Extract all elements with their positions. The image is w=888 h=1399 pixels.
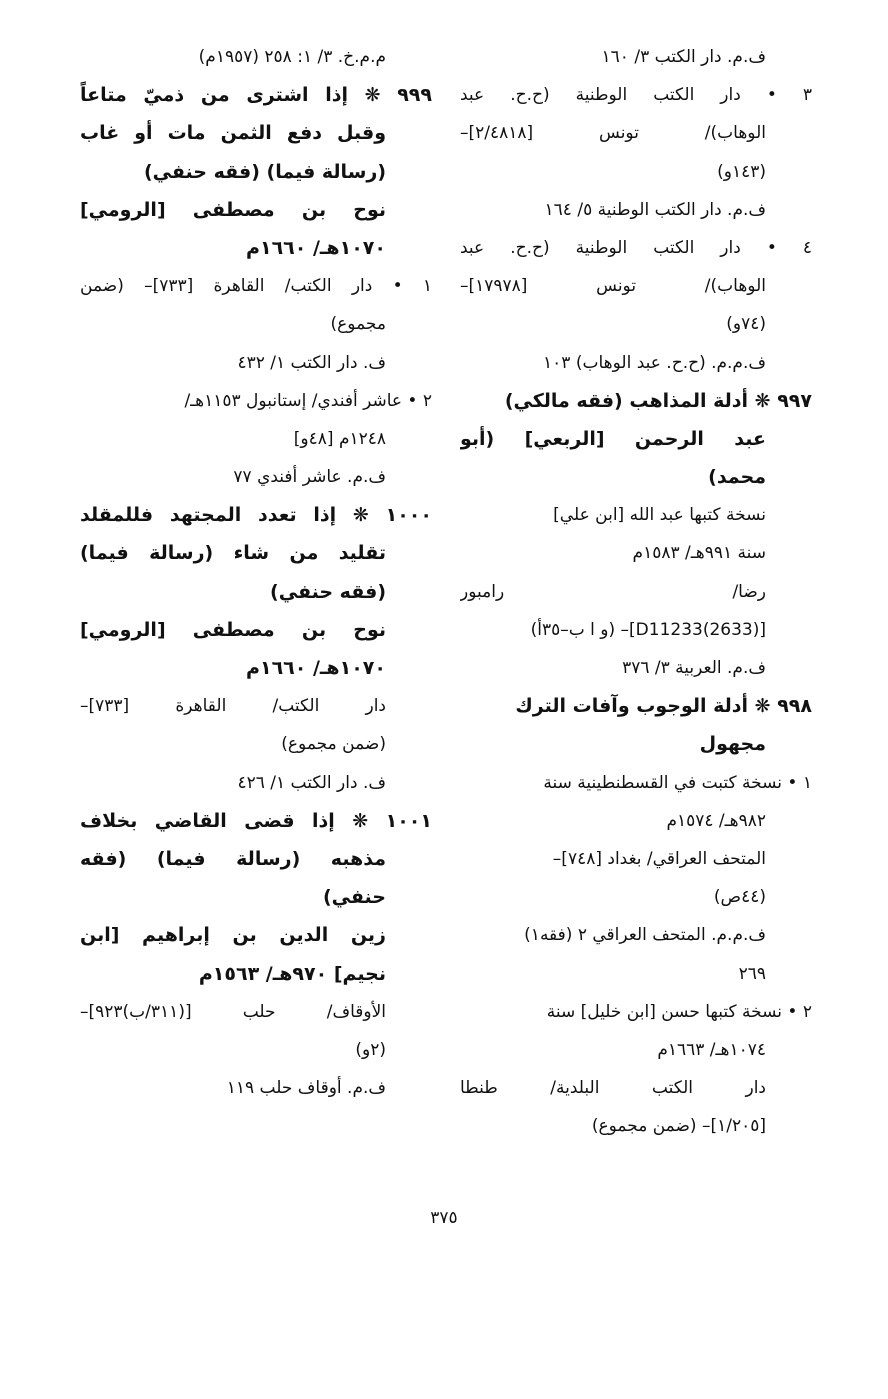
text-line: (٢و) — [355, 1039, 386, 1060]
text-line: ٩٨٢هـ/ ١٥٧٤م — [666, 810, 766, 831]
text-line: نوح بن مصطفى [الرومي] — [80, 618, 386, 641]
text-line: ف. دار الكتب ١/ ٤٣٢ — [237, 352, 386, 373]
page-number: ٣٧٥ — [430, 1208, 458, 1228]
text-line: ف.م.م. (ح.ح. عبد الوهاب) ١٠٣ — [543, 352, 766, 373]
text-line: نوح بن مصطفى [الرومي] — [80, 198, 386, 221]
left-column — [80, 38, 432, 1107]
text-line: ١٠٧٤هـ/ ١٦٦٣م — [657, 1039, 766, 1060]
text-line: ٤ • دار الكتب الوطنية (ح.ح. عبد — [460, 237, 812, 258]
text-line: سنة ٩٩١هـ/ ١٥٨٣م — [632, 543, 766, 564]
text-line: م.م.خ. ٣/ ١: ٢٥٨ (١٩٥٧م) — [198, 47, 386, 67]
text-line: نسخة كتبها عبد الله [ابن علي] — [553, 505, 766, 526]
text-line: (٧٤و) — [726, 314, 766, 335]
text-line: ١ • نسخة كتبت في القسطنطينية سنة — [543, 772, 812, 793]
text-line: محمد) — [708, 466, 766, 489]
text-line: ٣ • دار الكتب الوطنية (ح.ح. عبد — [460, 85, 812, 106]
text-line: ١٢٤٨م [٤٨و] — [293, 428, 386, 449]
text-line: الأوقاف/ حلب [(٣١١/ب)٩٢٣]– — [80, 1001, 386, 1022]
text-line: ف. دار الكتب ١/ ٤٢٦ — [237, 772, 386, 793]
text-line: ٩٩٧ ❋ أدلة المذاهب (فقه مالكي) — [504, 389, 812, 412]
text-line: ٩٩٩ ❋ إذا اشترى من ذميّ متاعاً — [80, 84, 432, 107]
text-line: دار الكتب البلدية/ طنطا — [460, 1078, 766, 1099]
text-line: مجهول — [699, 733, 766, 756]
text-line: نجيم] ٩٧٠هـ/ ١٥٦٣م — [198, 962, 386, 985]
text-line: مذهبه (رسالة فيما) (فقه — [80, 847, 386, 870]
text-line: ١ • دار الكتب/ القاهرة [٧٣٣]– (ضمن — [80, 276, 432, 297]
text-line: ٢٦٩ — [738, 963, 766, 984]
text-line: ١٠٧٠هـ/ ١٦٦٠م — [246, 236, 386, 259]
text-line: (١٤٣و) — [717, 161, 766, 182]
right-column — [460, 38, 812, 1145]
text-line: وقبل دفع الثمن مات أو غاب — [80, 122, 386, 145]
text-line: ف.م. عاشر أفندي ٧٧ — [233, 467, 386, 488]
text-line: ١٠٠٠ ❋ إذا تعدد المجتهد فللمقلد — [80, 504, 432, 527]
text-line: الوهاب)/ تونس [٢/٤٨١٨]– — [460, 123, 766, 144]
text-line: ف.م. دار الكتب الوطنية ٥/ ١٦٤ — [544, 199, 766, 220]
text-line: مجموع) — [330, 314, 386, 335]
text-line: (ضمن مجموع) — [281, 734, 386, 755]
text-line: ١٠٧٠هـ/ ١٦٦٠م — [246, 657, 386, 679]
text-line: حنفي) — [322, 886, 386, 909]
text-line: زين الدين بن إبراهيم [ابن — [80, 924, 386, 947]
text-line: الوهاب)/ تونس [١٧٩٧٨]– — [460, 276, 766, 297]
text-line: المتحف العراقي/ بغداد [٧٤٨]– — [552, 848, 766, 869]
text-line: ف.م. العربية ٣/ ٣٧٦ — [622, 658, 766, 678]
text-line: دار الكتب/ القاهرة [٧٣٣]– — [80, 696, 386, 717]
text-line: ف.م. دار الكتب ٣/ ١٦٠ — [601, 47, 766, 67]
text-line: عبد الرحمن [الربعي] (أبو — [460, 427, 766, 450]
text-line: ف.م. أوقاف حلب ١١٩ — [226, 1078, 386, 1099]
text-line: (٤٤ص) — [713, 887, 766, 908]
text-line: [١/٢٠٥]– (ضمن مجموع) — [591, 1116, 766, 1137]
text-line: تقليد من شاء (رسالة فيما) — [80, 542, 386, 565]
text-line: رضا/ رامبور — [460, 581, 766, 602]
text-line: (رسالة فيما) (فقه حنفي) — [143, 160, 386, 183]
text-line: [D11233(2633)]– (و ا ب–٣٥أ) — [530, 619, 766, 640]
text-line: (فقه حنفي) — [270, 580, 386, 603]
text-line: ٩٩٨ ❋ أدلة الوجوب وآفات الترك — [515, 695, 812, 718]
text-line: ٢ • نسخة كتبها حسن [ابن خليل] سنة — [546, 1001, 812, 1022]
text-line: ٢ • عاشر أفندي/ إستانبول ١١٥٣هـ/ — [184, 390, 432, 411]
text-line: ١٠٠١ ❋ إذا قضى القاضي بخلاف — [80, 809, 432, 832]
text-line: ف.م.م. المتحف العراقي ٢ (فقه١) — [524, 925, 766, 946]
